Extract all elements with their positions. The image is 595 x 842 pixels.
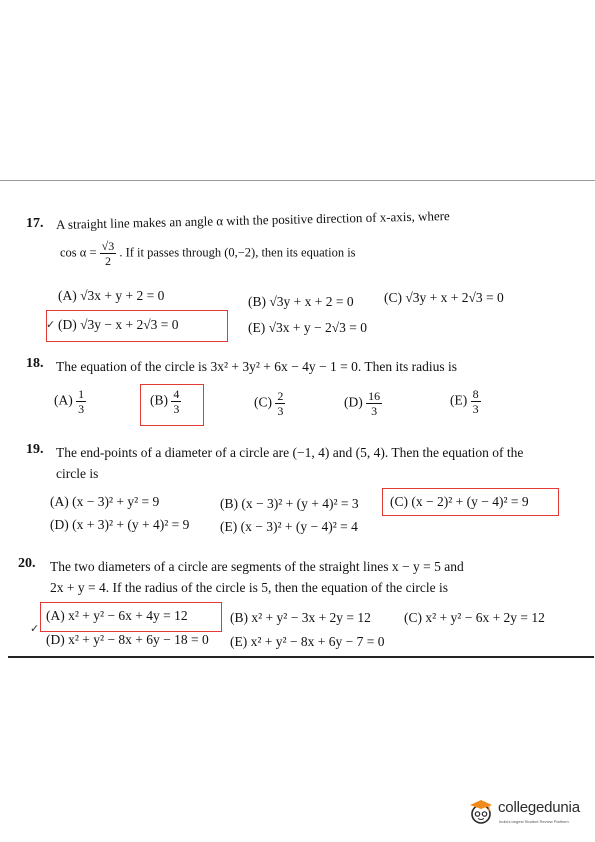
fraction-denominator: 3 [371,404,378,418]
fraction-numerator: 1 [78,387,85,401]
option-c[interactable]: (C) x² + y² − 6x + 2y = 12 [404,610,545,625]
option-c[interactable]: (C) (x − 2)² + (y − 4)² = 9 [390,494,529,509]
question-text-line1: A straight line makes an angle α with the positive direction of x-axis, where [55,208,450,232]
logo-wordmark: collegedunia [498,799,580,816]
option-a[interactable]: (A) (x − 3)² + y² = 9 [50,494,160,509]
option-fraction [366,390,382,417]
fraction-denominator: 3 [78,402,85,416]
option-d[interactable]: (D) x² + y² − 8x + 6y − 18 = 0 [46,632,209,647]
check-mark: ✓ [30,623,40,635]
option-d[interactable]: (D) (x + 3)² + (y + 4)² = 9 [50,517,190,532]
option-fraction [171,388,181,415]
option-b[interactable] [150,388,181,415]
question-text-rest: . If it passes through (0,−2), then its equation is [119,245,356,260]
cos-denominator: 2 [104,254,111,268]
option-d[interactable] [344,390,382,417]
option-b[interactable]: (B) √3y + x + 2 = 0 [248,294,354,309]
option-label: (C) [254,394,272,410]
option-a[interactable]: (A) x² + y² − 6x + 4y = 12 [46,608,188,623]
question-number: 19. [26,442,44,457]
fraction-denominator: 3 [173,402,180,416]
option-fraction [76,388,86,415]
question-text-line2 [60,240,356,267]
option-c[interactable]: (C) √3y + x + 2√3 = 0 [384,290,504,305]
option-e[interactable] [450,388,481,415]
option-fraction [471,388,481,415]
option-label: (E) [450,392,468,408]
option-label: (A) [54,392,73,408]
question-number: 18. [26,356,44,371]
fraction-denominator: 3 [472,402,479,416]
cos-fraction [100,240,117,267]
option-label: (D) [344,394,363,410]
fraction-numerator: 8 [472,387,479,401]
option-d[interactable]: (D) √3y − x + 2√3 = 0 [58,317,179,332]
option-a[interactable] [54,388,86,415]
question-number: 17. [26,216,44,231]
section-divider-top [0,180,595,181]
collegedunia-logo [466,795,591,835]
cos-label: cos α = [60,245,97,260]
logo-tagline: India's largest Student Review Platform [499,819,569,824]
option-e[interactable]: (E) √3x + y − 2√3 = 0 [248,320,368,335]
fraction-denominator: 3 [277,404,284,418]
option-fraction [275,390,285,417]
question-text-line2: 2x + y = 4. If the radius of the circle is 5, then the equation of the circle is [50,580,448,595]
option-e[interactable]: (E) (x − 3)² + (y − 4)² = 4 [220,519,358,534]
fraction-numerator: 4 [173,387,180,401]
cos-numerator: √3 [101,239,115,253]
question-text-line2: circle is [56,466,99,481]
option-a[interactable]: (A) √3x + y + 2 = 0 [58,288,165,303]
question-text-line1: The two diameters of a circle are segments of the straight lines x − y = 5 and [50,559,464,574]
question-number: 20. [18,556,36,571]
option-b[interactable]: (B) x² + y² − 3x + 2y = 12 [230,610,371,625]
fraction-numerator: 2 [277,389,284,403]
fraction-numerator: 16 [368,389,381,403]
option-b[interactable]: (B) (x − 3)² + (y + 4)² = 3 [220,496,359,511]
graduate-cap-icon [466,797,496,827]
check-mark: ✓ [46,319,56,331]
option-e[interactable]: (E) x² + y² − 8x + 6y − 7 = 0 [230,634,385,649]
option-label: (B) [150,392,168,408]
option-c[interactable] [254,390,285,417]
question-text: The equation of the circle is 3x² + 3y² + 6x − 4y − 1 = 0. Then its radius is [56,359,457,374]
section-divider-bottom [8,656,594,658]
question-text-line1: The end-points of a diameter of a circle are (−1, 4) and (5, 4). Then the equation of the [56,445,524,460]
